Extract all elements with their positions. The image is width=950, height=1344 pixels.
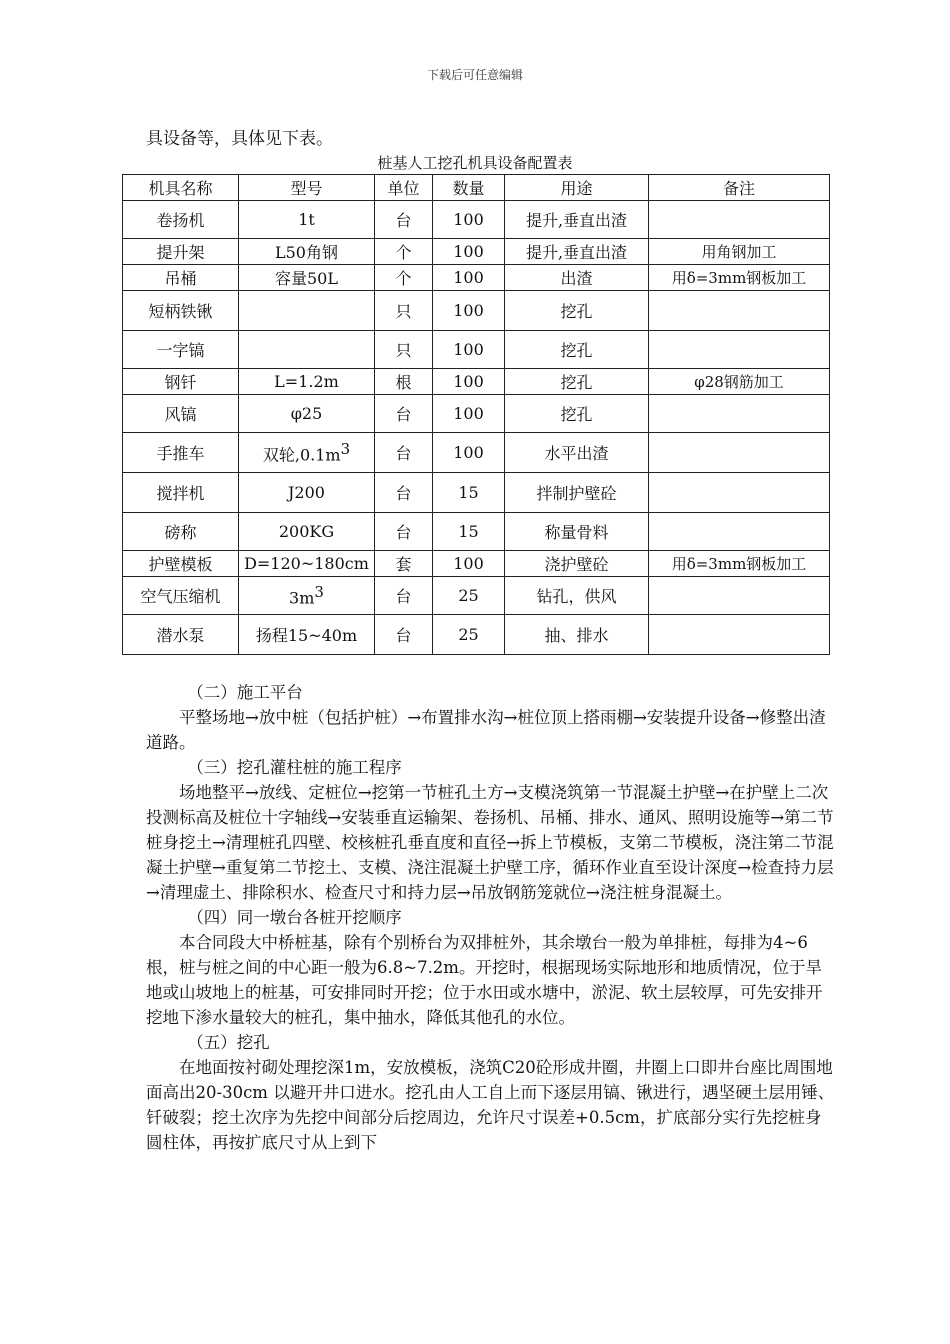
cell-unit: 台 (375, 577, 433, 615)
cell-unit: 台 (375, 473, 433, 513)
table-row (123, 473, 830, 513)
cell-note: 用δ=3mm钢板加工 (649, 551, 830, 577)
col-header-use: 用途 (505, 175, 649, 201)
cell-qty: 100 (433, 331, 505, 369)
table-header-row (123, 175, 830, 201)
cell-unit: 台 (375, 615, 433, 655)
cell-use: 抽、排水 (505, 615, 649, 655)
cell-name: 提升架 (123, 239, 239, 265)
paragraph: 场地整平→放线、定桩位→挖第一节桩孔土方→支模浇筑第一节混凝土护壁→在护壁上二次投测标高及桩位十字轴线→安装垂直运输架、卷扬机、吊桶、排水、通风、照明设施等→第二节桩身挖土→清理桩孔四壁、校核桩孔垂直度和直径→拆上节模板，支第二节模板，浇注第二节混凝土护壁→重复第二节挖土、支模、浇注混凝土护壁工序，循环作业直至设计深度→检查持力层→清理虚土、排除积水、检查尺寸和持力层→吊放钢筋笼就位→浇注桩身混凝土。 (146, 783, 834, 902)
cell-name: 空气压缩机 (123, 577, 239, 615)
equipment-table (122, 174, 830, 655)
section-heading: （二）施工平台 (187, 683, 303, 702)
cell-model (239, 331, 375, 369)
cell-model: 扬程15~40m (239, 615, 375, 655)
table-row (123, 513, 830, 551)
cell-model (239, 577, 375, 615)
cell-name: 一字镐 (123, 331, 239, 369)
cell-name: 护壁模板 (123, 551, 239, 577)
cell-qty: 100 (433, 201, 505, 239)
section-heading: （三）挖孔灌柱桩的施工程序 (187, 758, 402, 777)
cell-use: 挖孔 (505, 395, 649, 433)
cell-use: 出渣 (505, 265, 649, 291)
cell-unit: 根 (375, 369, 433, 395)
table-row (123, 239, 830, 265)
cell-note (649, 577, 830, 615)
cell-name: 吊桶 (123, 265, 239, 291)
table-caption: 桩基人工挖孔机具设备配置表 (377, 154, 573, 172)
page-header: 下载后可任意编辑 (426, 68, 523, 82)
cell-model-superscript: 3 (314, 583, 324, 602)
cell-qty: 15 (433, 513, 505, 551)
cell-model-superscript: 3 (340, 439, 351, 458)
cell-note (649, 615, 830, 655)
cell-unit: 个 (375, 265, 433, 291)
cell-use: 提升,垂直出渣 (505, 239, 649, 265)
cell-model: J200 (239, 473, 375, 513)
table-row (123, 265, 830, 291)
cell-name: 磅称 (123, 513, 239, 551)
cell-name: 短柄铁锹 (123, 291, 239, 331)
cell-qty: 25 (433, 577, 505, 615)
cell-use: 提升,垂直出渣 (505, 201, 649, 239)
cell-model: 1t (239, 201, 375, 239)
body-text (146, 680, 836, 1155)
cell-model (239, 433, 375, 473)
table-row (123, 433, 830, 473)
cell-note (649, 433, 830, 473)
table-row (123, 577, 830, 615)
cell-name: 手推车 (123, 433, 239, 473)
cell-unit: 只 (375, 291, 433, 331)
cell-model: L=1.2m (239, 369, 375, 395)
cell-model: 容量50L (239, 265, 375, 291)
cell-model: 200KG (239, 513, 375, 551)
cell-use: 水平出渣 (505, 433, 649, 473)
cell-use: 称量骨料 (505, 513, 649, 551)
cell-qty: 100 (433, 239, 505, 265)
cell-note (649, 395, 830, 433)
table-row (123, 615, 830, 655)
cell-unit: 个 (375, 239, 433, 265)
cell-name: 卷扬机 (123, 201, 239, 239)
cell-note (649, 513, 830, 551)
cell-unit: 台 (375, 513, 433, 551)
table-row (123, 551, 830, 577)
cell-name: 潜水泵 (123, 615, 239, 655)
table-row (123, 291, 830, 331)
cell-model: L50角钢 (239, 239, 375, 265)
cell-note: 用δ=3mm钢板加工 (649, 265, 830, 291)
cell-note (649, 331, 830, 369)
lead-text: 具设备等，具体见下表。 (146, 129, 333, 149)
cell-unit: 台 (375, 395, 433, 433)
paragraph: 平整场地→放中桩（包括护桩）→布置排水沟→桩位顶上搭雨棚→安装提升设备→修整出渣道路。 (146, 708, 826, 752)
cell-name: 钢钎 (123, 369, 239, 395)
cell-note (649, 473, 830, 513)
cell-unit: 台 (375, 201, 433, 239)
cell-qty: 15 (433, 473, 505, 513)
cell-use: 钻孔，供风 (505, 577, 649, 615)
table-row (123, 395, 830, 433)
cell-name: 风镐 (123, 395, 239, 433)
cell-use: 拌制护壁砼 (505, 473, 649, 513)
table-row (123, 201, 830, 239)
cell-unit: 台 (375, 433, 433, 473)
cell-unit: 只 (375, 331, 433, 369)
cell-note: 用角钢加工 (649, 239, 830, 265)
col-header-model: 型号 (239, 175, 375, 201)
col-header-qty: 数量 (433, 175, 505, 201)
table-row (123, 331, 830, 369)
col-header-name: 机具名称 (123, 175, 239, 201)
cell-qty: 100 (433, 395, 505, 433)
cell-model: φ25 (239, 395, 375, 433)
cell-use: 挖孔 (505, 291, 649, 331)
cell-model-text: 3m (289, 588, 315, 608)
cell-qty: 100 (433, 291, 505, 331)
cell-qty: 100 (433, 369, 505, 395)
cell-note (649, 201, 830, 239)
col-header-unit: 单位 (375, 175, 433, 201)
cell-qty: 100 (433, 265, 505, 291)
cell-note (649, 291, 830, 331)
cell-model (239, 291, 375, 331)
section-heading: （四）同一墩台各桩开挖顺序 (187, 908, 402, 927)
cell-note: φ28钢筋加工 (649, 369, 830, 395)
table-row (123, 369, 830, 395)
cell-use: 挖孔 (505, 369, 649, 395)
cell-use: 挖孔 (505, 331, 649, 369)
cell-qty: 100 (433, 551, 505, 577)
paragraph: 在地面按衬砌处理挖深1m，安放模板，浇筑C20砼形成井圈，井圈上口即井台座比周围地面高出20-30cm 以避开井口进水。挖孔由人工自上而下逐层用镐、锹进行，遇坚硬土层用锤、钎破裂；挖土次序为先挖中间部分后挖周边，允许尺寸误差+0.5cm，扩底部分实行先挖桩身圆柱体，再按扩底尺寸从上到下 (146, 1058, 835, 1152)
col-header-note: 备注 (649, 175, 830, 201)
cell-qty: 25 (433, 615, 505, 655)
paragraph: 本合同段大中桥桩基，除有个别桥台为双排桩外，其余墩台一般为单排桩，每排为4~6根，桩与桩之间的中心距一般为6.8~7.2m。开挖时，根据现场实际地形和地质情况，位于旱地或山坡地上的桩基，可安排同时开挖；位于水田或水塘中，淤泥、软土层较厚，可先安排开挖地下渗水量较大的桩孔，集中抽水，降低其他孔的水位。 (146, 933, 823, 1027)
cell-model-text: 双轮,0.1m (262, 445, 341, 465)
cell-model: D=120~180cm (239, 551, 375, 577)
cell-name: 搅拌机 (123, 473, 239, 513)
cell-qty: 100 (433, 433, 505, 473)
section-heading: （五）挖孔 (187, 1033, 270, 1052)
cell-unit: 套 (375, 551, 433, 577)
cell-use: 浇护壁砼 (505, 551, 649, 577)
